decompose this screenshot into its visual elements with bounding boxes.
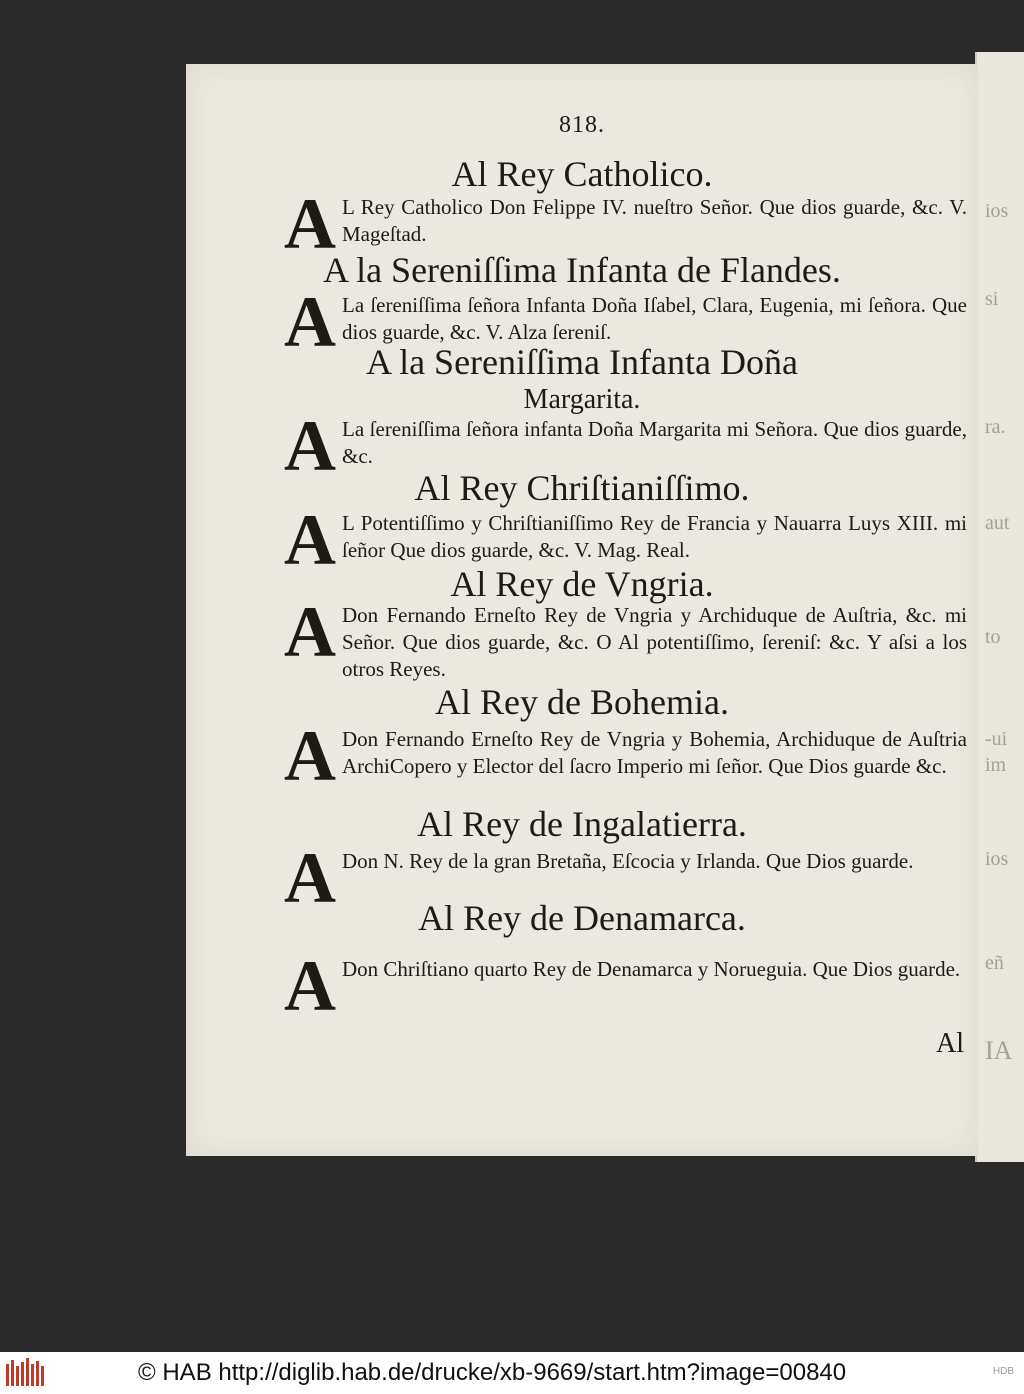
section-heading: Al Rey de Vngria.: [450, 564, 714, 604]
adjacent-page-edge: [975, 52, 1024, 1162]
ghost-text: -ui: [985, 728, 1008, 750]
drop-cap: A: [284, 838, 336, 918]
ghost-text: aut: [985, 512, 1010, 534]
entry: [284, 716, 974, 796]
copyright-url[interactable]: © HAB http://diglib.hab.de/drucke/xb-9669/start.htm?image=00840: [138, 1359, 847, 1386]
drop-cap: A: [284, 184, 336, 264]
ghost-text: ra.: [985, 416, 1006, 438]
footer-mark: HDB: [992, 1366, 1014, 1377]
footer-bar: [0, 1352, 1024, 1394]
catchword: Al: [936, 1028, 964, 1059]
drop-cap: A: [284, 946, 336, 1026]
ghost-text: eñ: [985, 952, 1004, 974]
drop-cap: A: [284, 716, 336, 796]
section-heading: Al Rey de Denamarca.: [418, 898, 746, 938]
book-page: [186, 64, 978, 1156]
ghost-text: ios: [985, 200, 1009, 222]
section-heading: Al Rey de Bohemia.: [435, 682, 729, 722]
entry: [284, 500, 974, 580]
ghost-text: im: [985, 754, 1007, 776]
hab-logo-icon: [4, 1356, 48, 1390]
page-number: 818.: [559, 112, 605, 138]
ghost-text: to: [985, 626, 1001, 648]
ghost-text: si: [985, 288, 999, 310]
entry-text: La ſereniſſima ſeñora infanta Doña Margarita mi Señora. Que dios guarde, &c.: [342, 417, 967, 468]
ghost-text: IA: [985, 1036, 1013, 1065]
section-heading: Al Rey de Ingalatierra.: [417, 804, 747, 844]
entry-text: L Potentiſſimo y Chriſtianiſſimo Rey de Francia y Nauarra Luys XIII. mi ſeñor Que dios guarde, &c. V. Mag. Real.: [342, 511, 967, 562]
entry: [284, 946, 974, 1026]
entry-text: Don Chriſtiano quarto Rey de Denamarca y Norueguia. Que Dios guarde.: [342, 957, 961, 981]
drop-cap: A: [284, 406, 336, 486]
section-heading-continued: Margarita.: [523, 384, 641, 415]
entry-text: Don Fernando Erneſto Rey de Vngria y Bohemia, Archiduque de Auſtria ArchiCopero y Elector del ſacro Imperio mi ſeñor. Que Dios guarde &c.: [342, 727, 967, 778]
drop-cap: A: [284, 500, 336, 580]
ghost-text: ios: [985, 848, 1009, 870]
section-heading: Al Rey Catholico.: [451, 154, 713, 194]
entry-text: La ſereniſſima ſeñora Infanta Doña Iſabel, Clara, Eugenia, mi ſeñora. Que dios guarde, &c. V. Alza ſereniſ.: [342, 293, 967, 344]
section-heading: A la Sereniſſima Infanta de Flandes.: [323, 250, 841, 290]
section-heading: A la Sereniſſima Infanta Doña: [366, 342, 798, 382]
entry-text: Don Fernando Erneſto Rey de Vngria y Archiduque de Auſtria, &c. mi Señor. Que dios guarde, &c. O Al potentiſſimo, ſereniſ: &c. Y aſsi a los otros Reyes.: [342, 603, 967, 681]
drop-cap: A: [284, 592, 336, 672]
drop-cap: A: [284, 282, 336, 362]
section-heading: Al Rey Chriſtianiſſimo.: [414, 468, 750, 508]
entry: [284, 592, 974, 683]
entry-text: L Rey Catholico Don Felippe IV. nueſtro Señor. Que dios guarde, &c. V. Mageſtad.: [342, 195, 967, 246]
entry-text: Don N. Rey de la gran Bretaña, Eſcocia y Irlanda. Que Dios guarde.: [342, 849, 914, 873]
entry: [284, 184, 974, 264]
entry: [284, 406, 974, 486]
